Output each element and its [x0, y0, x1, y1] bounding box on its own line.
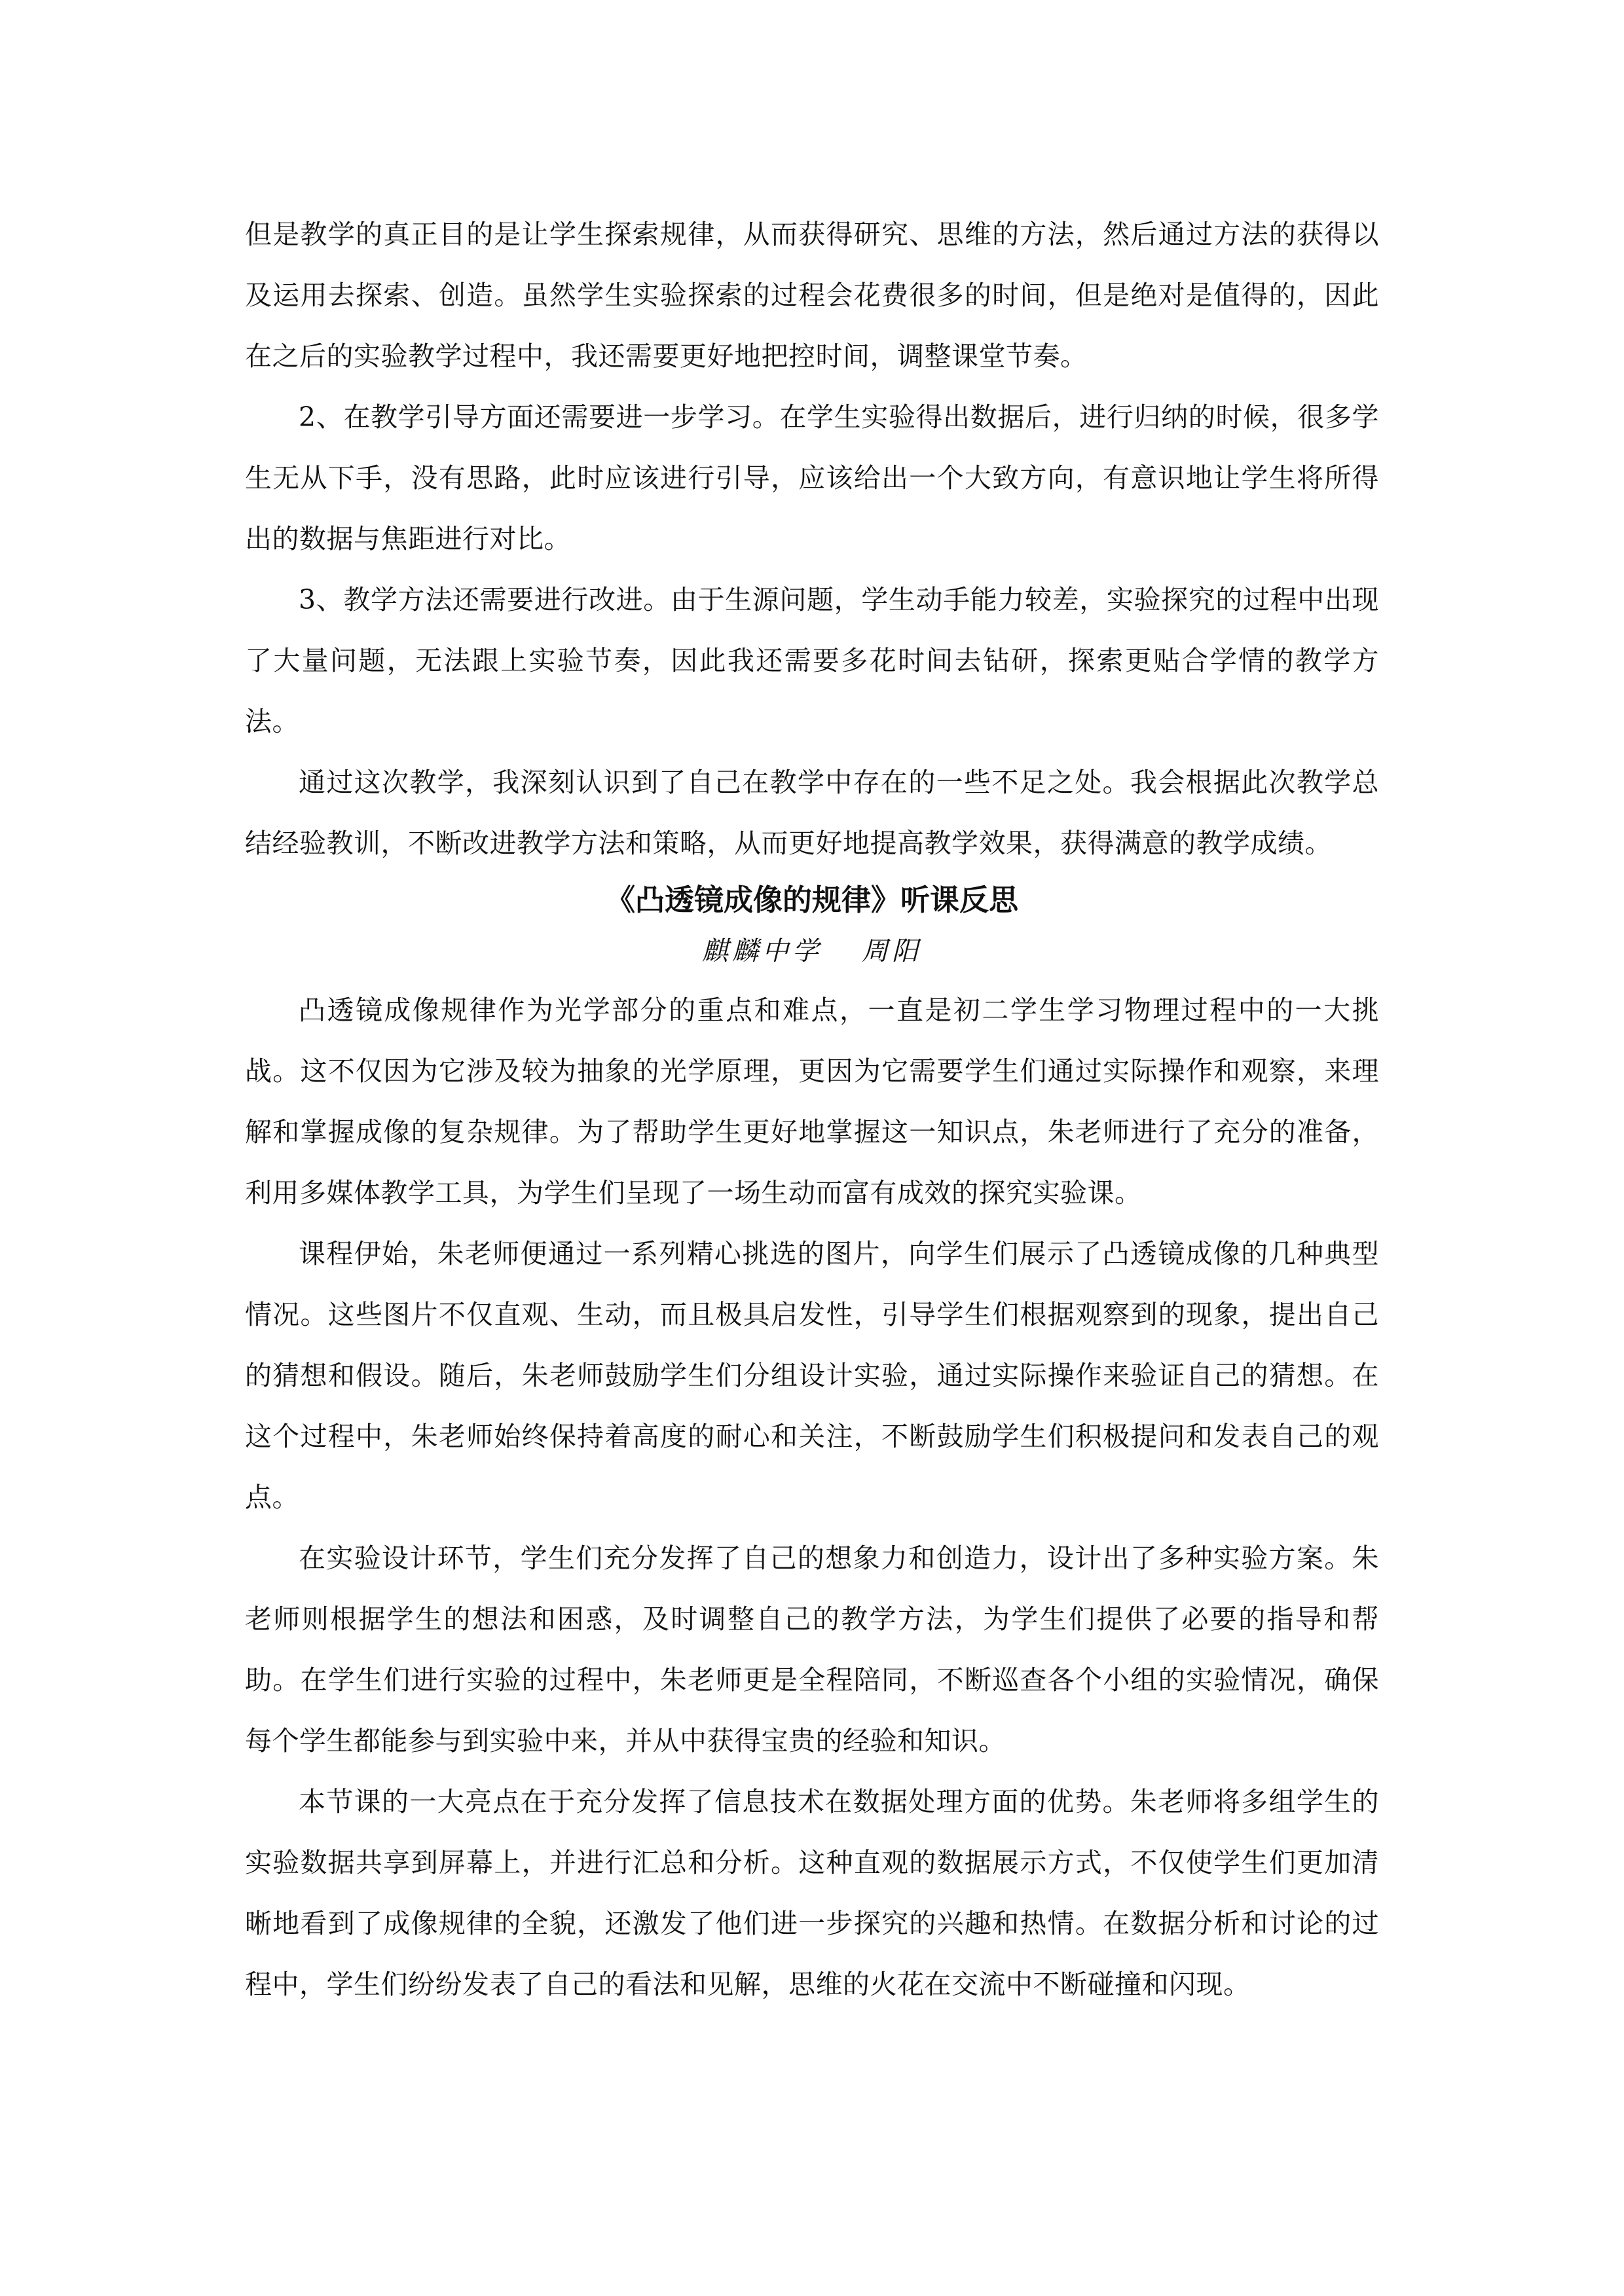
paragraph-experiment-design: 在实验设计环节，学生们充分发挥了自己的想象力和创造力，设计出了多种实验方案。朱老师则根据学生的想法和困惑，及时调整自己的教学方法，为学生们提供了必要的指导和帮助。在学生们进行实验的过程中，朱老师更是全程陪同，不断巡查各个小组的实验情况，确保每个学生都能参与到实验中来，并从中获得宝贵的经验和知识。 [245, 1542, 1379, 1757]
author-name: 周阳 [862, 936, 922, 966]
paragraph-point-3: 3、教学方法还需要进行改进。由于生源问题，学生动手能力较差，实验探究的过程中出现了大量问题，无法跟上实验节奏，因此我还需要多花时间去钻研，探索更贴合学情的教学方法。 [245, 584, 1379, 737]
paragraph-intro: 凸透镜成像规律作为光学部分的重点和难点，一直是初二学生学习物理过程中的一大挑战。这不仅因为它涉及较为抽象的光学原理，更因为它需要学生们通过实际操作和观察，来理解和掌握成像的复杂规律。为了帮助学生更好地掌握这一知识点，朱老师进行了充分的准备，利用多媒体教学工具，为学生们呈现了一场生动而富有成效的探究实验课。 [245, 994, 1379, 1209]
paragraph-highlight: 本节课的一大亮点在于充分发挥了信息技术在数据处理方面的优势。朱老师将多组学生的实验数据共享到屏幕上，并进行汇总和分析。这种直观的数据展示方式，不仅使学生们更加清晰地看到了成像规律的全貌，还激发了他们进一步探究的兴趣和热情。在数据分析和讨论的过程中，学生们纷纷发表了自己的看法和见解，思维的火花在交流中不断碰撞和闪现。 [245, 1786, 1379, 2000]
school-name: 麒麟中学 [702, 936, 822, 966]
paragraph-continued: 但是教学的真正目的是让学生探索规律，从而获得研究、思维的方法，然后通过方法的获得以及运用去探索、创造。虽然学生实验探索的过程会花费很多的时间，但是绝对是值得的，因此在之后的实验教学过程中，我还需要更好地把控时间，调整课堂节奏。 [245, 219, 1379, 372]
byline [245, 926, 1379, 976]
page-content [245, 204, 1379, 2015]
paragraph-course-start: 课程伊始，朱老师便通过一系列精心挑选的图片，向学生们展示了凸透镜成像的几种典型情况。这些图片不仅直观、生动，而且极具启发性，引导学生们根据观察到的现象，提出自己的猜想和假设。随后，朱老师鼓励学生们分组设计实验，通过实际操作来验证自己的猜想。在这个过程中，朱老师始终保持着高度的耐心和关注，不断鼓励学生们积极提问和发表自己的观点。 [245, 1238, 1379, 1513]
section-title: 《凸透镜成像的规律》听课反思 [605, 883, 1018, 917]
paragraph-conclusion: 通过这次教学，我深刻认识到了自己在教学中存在的一些不足之处。我会根据此次教学总结经验教训，不断改进教学方法和策略，从而更好地提高教学效果，获得满意的教学成绩。 [245, 767, 1379, 859]
paragraph-point-2: 2、在教学引导方面还需要进一步学习。在学生实验得出数据后，进行归纳的时候，很多学生无从下手，没有思路，此时应该进行引导，应该给出一个大致方向，有意识地让学生将所得出的数据与焦距进行对比。 [245, 401, 1379, 555]
